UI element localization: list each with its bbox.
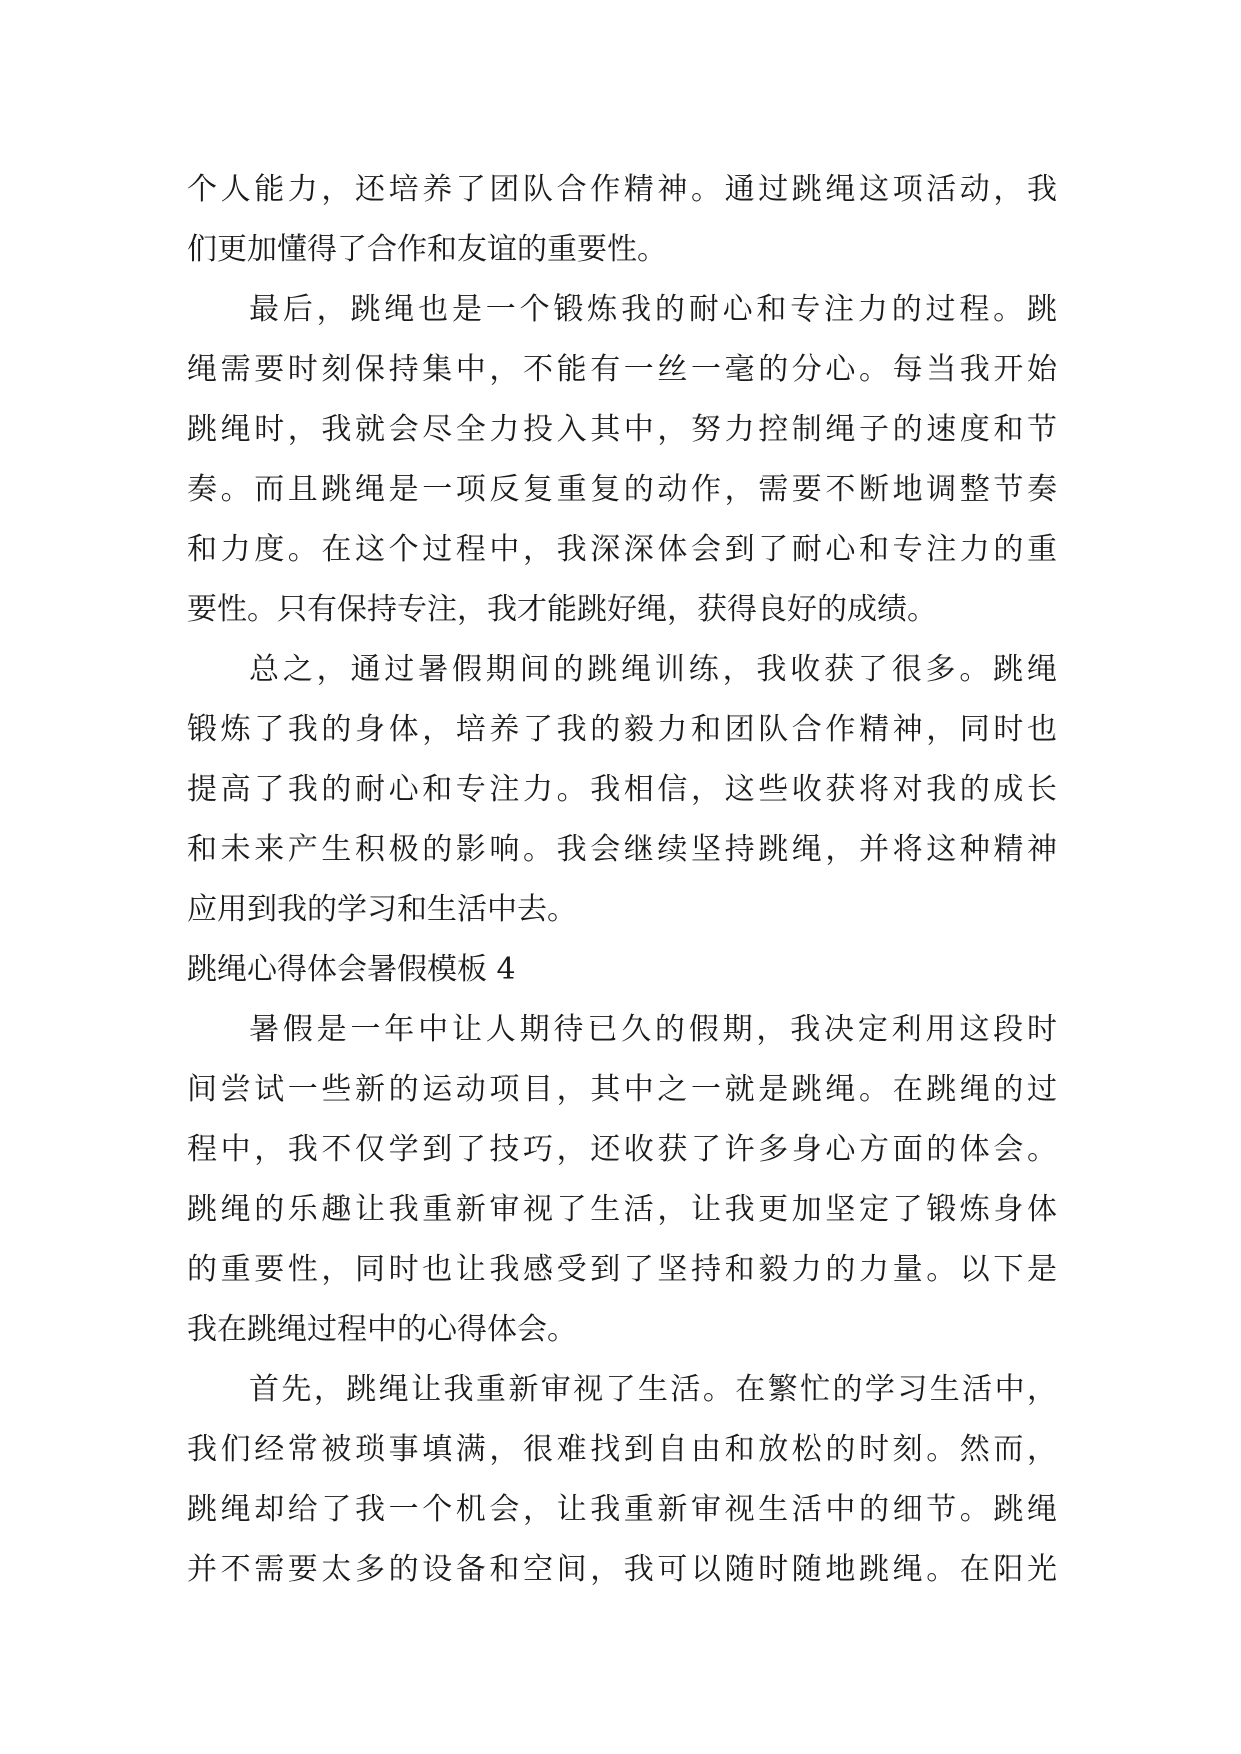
text-line: 提高了我的耐心和专注力。我相信，这些收获将对我的成长 xyxy=(187,772,1057,807)
paragraph-first-line: 暑假是一年中让人期待已久的假期，我决定利用这段时 xyxy=(249,1012,1057,1047)
text-line: 应用到我的学习和生活中去。 xyxy=(187,892,577,927)
text-line: 程中，我不仅学到了技巧，还收获了许多身心方面的体会。 xyxy=(187,1132,1057,1167)
paragraph-first-line: 最后，跳绳也是一个锻炼我的耐心和专注力的过程。跳 xyxy=(249,292,1057,327)
text-line: 的重要性，同时也让我感受到了坚持和毅力的力量。以下是 xyxy=(187,1252,1057,1287)
text-line: 奏。而且跳绳是一项反复重复的动作，需要不断地调整节奏 xyxy=(187,472,1057,507)
text-line: 和力度。在这个过程中，我深深体会到了耐心和专注力的重 xyxy=(187,532,1057,567)
section-heading: 跳绳心得体会暑假模板 4 xyxy=(187,952,516,987)
text-line: 们更加懂得了合作和友谊的重要性。 xyxy=(187,232,667,267)
text-line: 绳需要时刻保持集中，不能有一丝一毫的分心。每当我开始 xyxy=(187,352,1057,387)
text-line: 并不需要太多的设备和空间，我可以随时随地跳绳。在阳光 xyxy=(187,1552,1057,1587)
text-line: 要性。只有保持专注，我才能跳好绳，获得良好的成绩。 xyxy=(187,592,937,627)
document-body xyxy=(187,160,1057,1600)
text-line: 个人能力，还培养了团队合作精神。通过跳绳这项活动，我 xyxy=(187,172,1057,207)
text-line: 锻炼了我的身体，培养了我的毅力和团队合作精神，同时也 xyxy=(187,712,1057,747)
text-line: 间尝试一些新的运动项目，其中之一就是跳绳。在跳绳的过 xyxy=(187,1072,1057,1107)
text-line: 和未来产生积极的影响。我会继续坚持跳绳，并将这种精神 xyxy=(187,832,1057,867)
text-line: 我在跳绳过程中的心得体会。 xyxy=(187,1312,577,1347)
text-line: 跳绳的乐趣让我重新审视了生活，让我更加坚定了锻炼身体 xyxy=(187,1192,1057,1227)
paragraph-first-line: 首先，跳绳让我重新审视了生活。在繁忙的学习生活中， xyxy=(249,1372,1057,1407)
text-line: 我们经常被琐事填满，很难找到自由和放松的时刻。然而， xyxy=(187,1432,1057,1467)
paragraph-first-line: 总之，通过暑假期间的跳绳训练，我收获了很多。跳绳 xyxy=(249,652,1057,687)
text-line: 跳绳时，我就会尽全力投入其中，努力控制绳子的速度和节 xyxy=(187,412,1057,447)
text-line: 跳绳却给了我一个机会，让我重新审视生活中的细节。跳绳 xyxy=(187,1492,1057,1527)
